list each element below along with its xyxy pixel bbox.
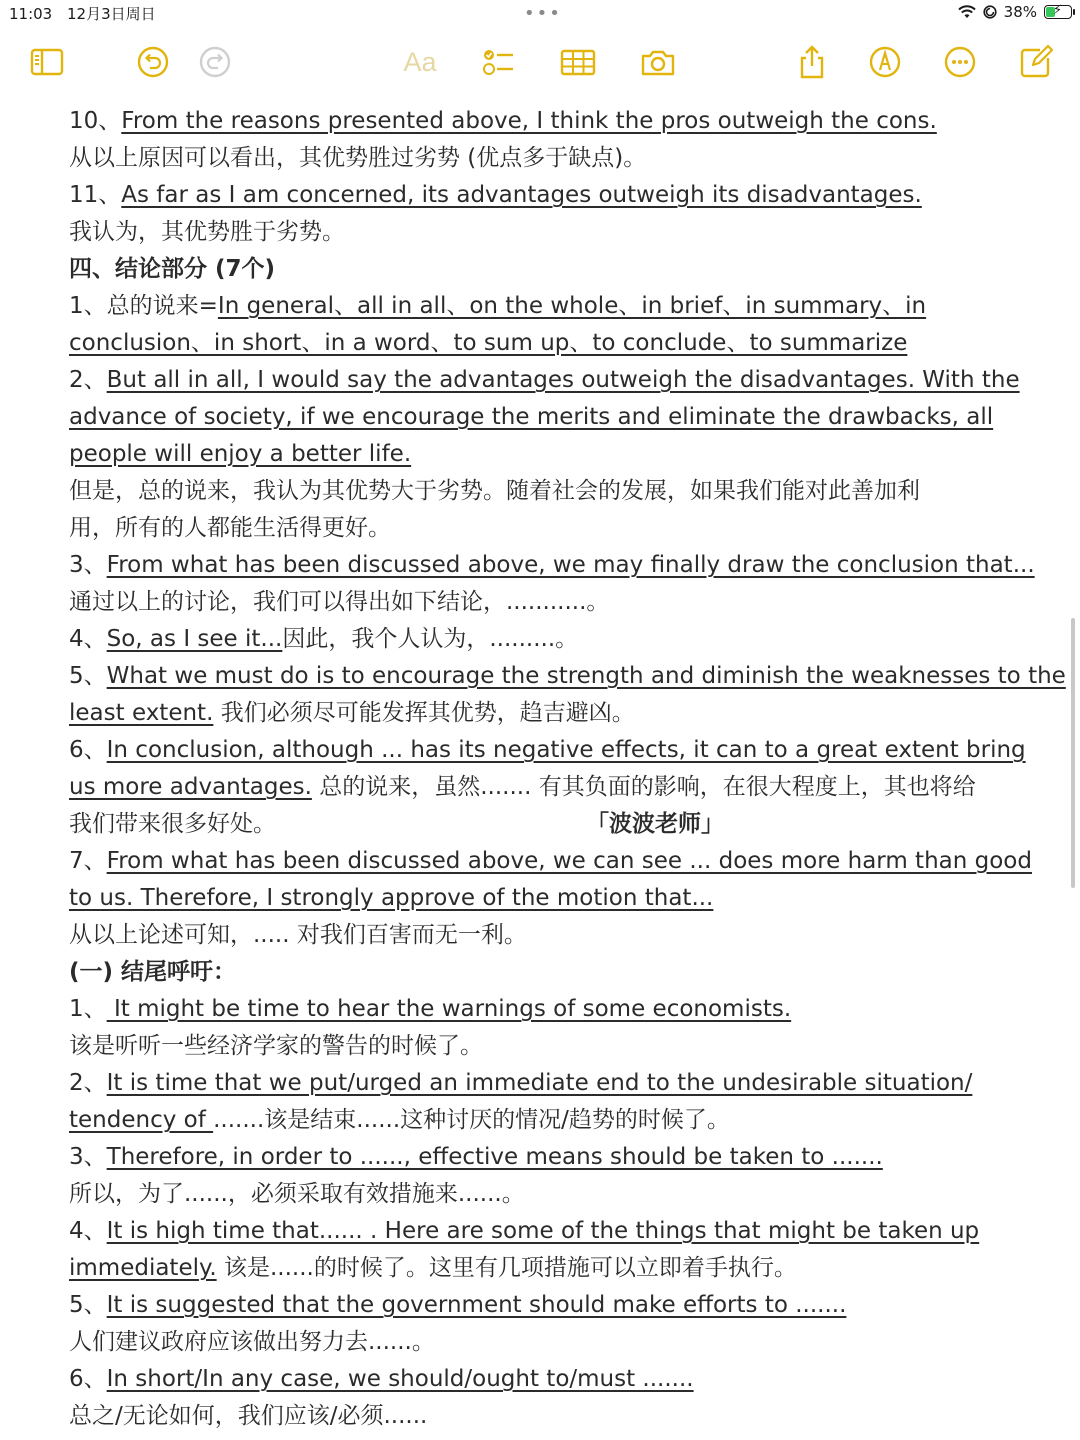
status-bar [0,0,1080,28]
note-line [69,695,1029,732]
note-line: to us. Therefore, I strongly approve of the motion that... [69,885,714,911]
compose-icon [1018,44,1054,80]
english-phrase: From what has been discussed above, we may finally draw the conclusion that... [106,552,1035,578]
checklist-icon [480,44,516,80]
note-line [69,1287,1029,1324]
list-number: 6、 [69,737,107,763]
note-line: 用，所有的人都能生活得更好。 [69,515,391,541]
note-line [69,1102,1029,1139]
sidebar-button[interactable] [26,44,66,80]
status-time: 11:03 [9,5,53,23]
redo-icon [197,44,233,80]
chinese-translation: 该是......的时候了。这里有几项措施可以立即着手执行。 [216,1255,797,1281]
note-line: 我认为，其优势胜于劣势。 [69,219,345,245]
format-button[interactable]: Aa [403,46,437,77]
status-right [958,3,1072,21]
note-line [69,621,1029,658]
notes-toolbar [0,36,1080,86]
note-line: 从以上原因可以看出，其优势胜过劣势 (优点多于缺点)。 [69,145,647,171]
more-icon [942,44,978,80]
list-number: 3、 [69,1144,107,1170]
chinese-translation: 我们带来很多好处。 [69,811,276,837]
multitasking-dots-icon[interactable]: ••• [524,3,562,24]
english-phrase: immediately. [69,1255,217,1281]
location-icon [983,5,997,19]
scrollbar[interactable] [1071,618,1075,888]
sidebar-icon [28,44,64,80]
status-date: 12月3日周日 [67,5,156,23]
english-phrase: But all in all, I would say the advantages outweigh the disadvantages. With the [106,367,1020,393]
chinese-translation: 总的说来，虽然....... 有其负面的影响，在很大程度上，其也将给 [311,774,976,800]
list-number: 1、总的说来= [69,293,218,319]
note-line [69,806,1029,843]
english-phrase: So, as I see it... [106,626,283,652]
list-number: 1、 [69,996,107,1022]
note-line [69,362,1029,399]
charging-bolt-icon: ⚡ [1053,3,1063,18]
english-phrase: In general、all in all、on the whole、in brief、in summary、in [217,293,927,319]
list-number: 7、 [69,848,107,874]
checklist-button[interactable] [478,44,518,80]
author-signature: 「波波老师」 [586,811,724,837]
note-line [69,658,1066,695]
note-line: 从以上论述可知，..... 对我们百害而无一利。 [69,922,527,948]
english-phrase: tendency of [69,1107,214,1133]
note-line [69,547,1035,584]
note-line [69,1139,1029,1176]
chinese-translation: 我们必须尽可能发挥其优势，趋吉避凶。 [213,700,635,726]
section-heading: (一) 结尾呼吁： [69,959,237,985]
list-number: 3、 [69,552,107,578]
note-line: 总之/无论如何，我们应该/必须...... [69,1403,428,1429]
note-line: people will enjoy a better life. [69,441,412,467]
undo-button[interactable] [133,44,173,80]
english-phrase: What we must do is to encourage the strength and diminish the weaknesses to the [106,663,1066,689]
note-line [69,843,1032,880]
note-line: conclusion、in short、in a word、to sum up、to conclude、to summarize [69,330,908,356]
note-body[interactable] [69,103,1066,1435]
markup-button[interactable] [865,44,905,80]
note-line: 但是，总的说来，我认为其优势大于劣势。随着社会的发展，如果我们能对此善加利 [69,478,920,504]
list-number: 11、 [69,182,122,208]
table-icon [560,44,596,80]
english-phrase: It might be time to hear the warnings of some economists. [106,996,792,1022]
english-phrase: least extent. [69,700,214,726]
note-line: 人们建议政府应该做出努力去......。 [69,1329,435,1355]
note-line [69,103,1029,140]
english-phrase: It is time that we put/urged an immediate end to the undesirable situation/ [106,1070,973,1096]
note-line: 该是听听一些经济学家的警告的时候了。 [69,1033,483,1059]
english-phrase: It is suggested that the government should make efforts to ....... [106,1292,847,1318]
english-phrase: From what has been discussed above, we can see ... does more harm than good [106,848,1032,874]
note-line [69,769,1029,806]
english-phrase: In short/In any case, we should/ought to/must ....... [106,1366,694,1392]
note-line [69,732,1029,769]
note-line [69,991,1029,1028]
list-number: 5、 [69,1292,107,1318]
english-phrase: Therefore, in order to ......, effective means should be taken to ....... [106,1144,883,1170]
list-number: 4、 [69,626,107,652]
compose-button[interactable] [1016,44,1056,80]
list-number: 2、 [69,1070,107,1096]
share-button[interactable] [792,44,832,80]
chinese-translation: 因此，我个人认为，.........。 [282,626,579,652]
note-line [69,1065,1029,1102]
note-line [69,288,1029,325]
camera-button[interactable] [638,44,678,80]
markup-icon [867,44,903,80]
list-number: 10、 [69,108,122,134]
section-heading: 四、结论部分 (7个) [69,256,276,282]
undo-icon [135,44,171,80]
battery-icon [1044,5,1072,19]
note-line [69,1250,1029,1287]
note-line: 通过以上的讨论，我们可以得出如下结论，...........。 [69,589,610,615]
note-line: 所以，为了......，必须采取有效措施来......。 [69,1181,525,1207]
list-number: 5、 [69,663,107,689]
english-phrase: us more advantages. [69,774,312,800]
english-phrase: As far as I am concerned, its advantages outweigh its disadvantages. [121,182,922,208]
list-number: 2、 [69,367,107,393]
note-line [69,1361,1029,1398]
english-phrase: From the reasons presented above, I think the pros outweigh the cons. [121,108,937,134]
redo-button[interactable] [195,44,235,80]
list-number: 4、 [69,1218,107,1244]
more-button[interactable] [940,44,980,80]
english-phrase: It is high time that...... . Here are some of the things that might be taken up [106,1218,980,1244]
note-line [69,1213,1029,1250]
share-icon [794,44,830,80]
wifi-icon [958,5,976,19]
battery-percent: 38% [1003,3,1037,21]
camera-icon [640,44,676,80]
table-button[interactable] [558,44,598,80]
chinese-translation: .......该是结束......这种讨厌的情况/趋势的时候了。 [213,1107,730,1133]
note-line: advance of society, if we encourage the merits and eliminate the drawbacks, all [69,404,994,430]
english-phrase: In conclusion, although ... has its negative effects, it can to a great extent bring [106,737,1026,763]
status-left [9,3,166,24]
list-number: 6、 [69,1366,107,1392]
note-line [69,177,1029,214]
